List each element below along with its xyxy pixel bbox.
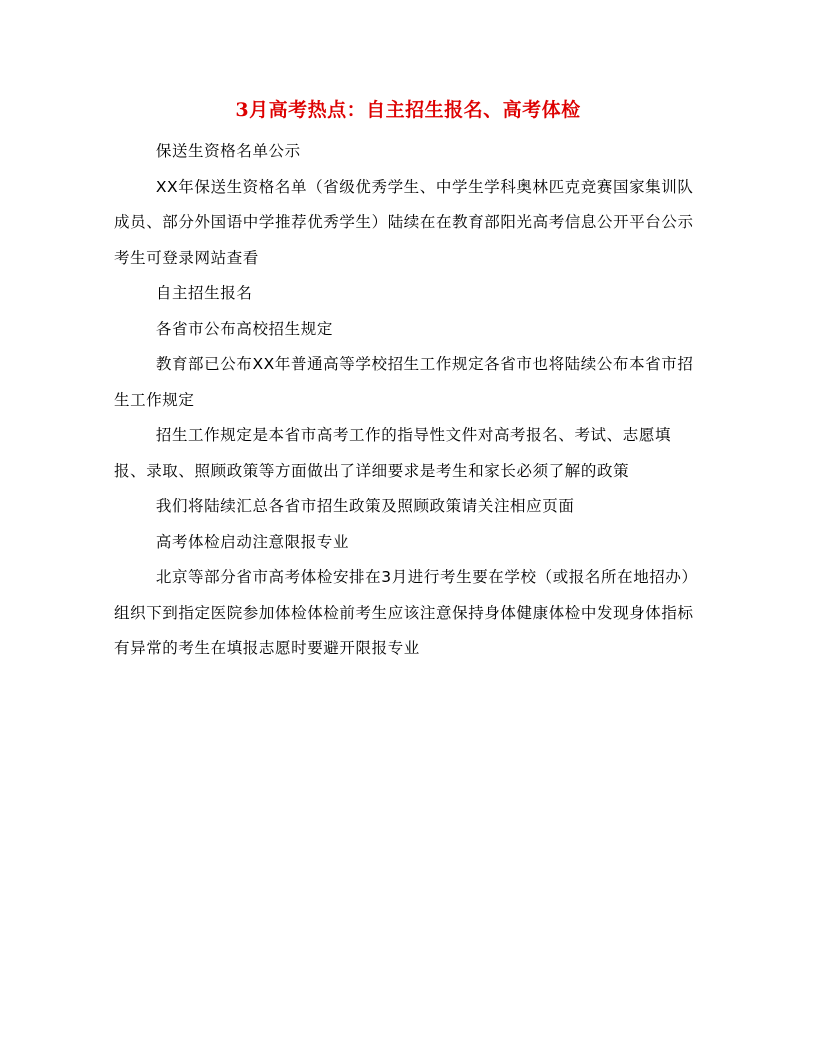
paragraph-independent-enrollment-heading: 自主招生报名 xyxy=(155,284,253,302)
paragraph-provincial-rules-detail: 教育部已公布XX年普通高等学校招生工作规定各省市也将陆续公布本省市招生工作规定 xyxy=(114,355,694,409)
document-body xyxy=(114,134,698,667)
paragraph-policy-summary-notice: 我们将陆续汇总各省市招生政策及照顾政策请关注相应页面 xyxy=(155,497,575,515)
paragraph-rules-importance: 招生工作规定是本省市高考工作的指导性文件对高考报名、考试、志愿填报、录取、照顾政策等方面做出了详细要求是考生和家长必须了解的政策 xyxy=(114,426,672,480)
paragraph-physical-exam-heading: 高考体检启动注意限报专业 xyxy=(155,532,350,551)
document-title: 3月高考热点：自主招生报名、高考体检 xyxy=(235,99,581,121)
paragraph-recommended-list-detail: XX年保送生资格名单（省级优秀学生、中学生学科奥林匹克竞赛国家集训队成员、部分外国语中学推荐优秀学生）陆续在在教育部阳光高考信息公开平台公示考生可登录网站查看 xyxy=(114,177,694,267)
paragraph-recommended-list-heading: 保送生资格名单公示 xyxy=(155,142,301,160)
paragraph-physical-exam-detail: 北京等部分省市高考体检安排在3月进行考生要在学校（或报名所在地招办）组织下到指定医院参加体检体检前考生应该注意保持身体健康体检中发现身体指标有异常的考生在填报志愿时要避开限报专业 xyxy=(114,568,698,657)
paragraph-provincial-rules-heading: 各省市公布高校招生规定 xyxy=(155,319,333,338)
